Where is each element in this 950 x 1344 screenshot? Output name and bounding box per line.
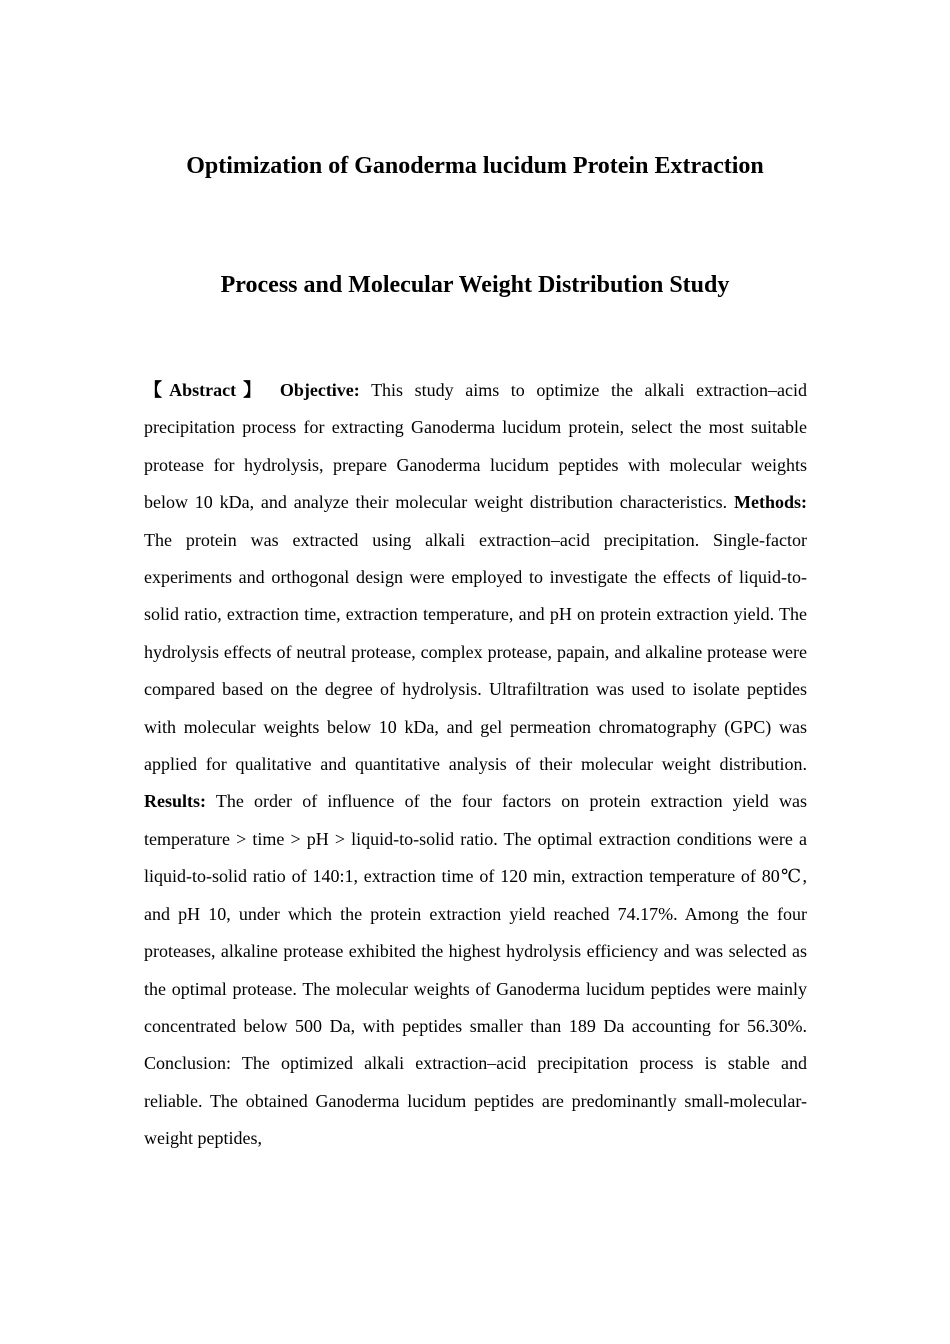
conclusion-text: Conclusion: The optimized alkali extraction–acid precipitation process is stable and reliable. The obtained Ganoderma lucidum peptides are predominantly small-molecular-weight peptides, <box>144 1053 807 1149</box>
paper-title-line-2: Process and Molecular Weight Distribution Study <box>220 272 730 298</box>
results-label: Results: <box>144 791 206 812</box>
methods-text: The protein was extracted using alkali extraction–acid precipitation. Single-factor experiments and orthogonal design were employed to investigate the effects of liquid-to-solid ratio, extraction time, extraction temperature, and pH on protein extraction yield. The hydrolysis effects of neutral protease, complex protease, papain, and alkaline protease were compared based on the degree of hydrolysis. Ultrafiltration was used to isolate peptides with molecular weights below 10 kDa, and gel permeation chromatography (GPC) was applied for qualitative and quantitative analysis of their molecular weight distribution. <box>144 529 807 775</box>
objective-text: This study aims to optimize the alkali extraction–acid precipitation process for extracting Ganoderma lucidum protein, select the most suitable protease for hydrolysis, prepare Ganoderma lucidum peptides with molecular weights below 10 kDa, and analyze their molecular weight distribution characteristics. <box>144 380 808 513</box>
results-text: The order of influence of the four factors on protein extraction yield was temperature > time > pH > liquid-to-solid ratio. The optimal extraction conditions were a liquid-to-solid ratio of 140:1, extraction time of 120 min, extraction temperature of 80℃, and pH 10, under which the protein extraction yield reached 74.17%. Among the four proteases, alkaline protease exhibited the highest hydrolysis efficiency and was selected as the optimal protease. The molecular weights of Ganoderma lucidum peptides were mainly concentrated below 500 Da, with peptides smaller than 189 Da accounting for 56.30%. <box>144 791 807 1036</box>
methods-label: Methods: <box>734 492 808 513</box>
abstract-paragraph <box>144 372 807 1158</box>
paper-title-line-1: Optimization of Ganoderma lucidum Protein Extraction <box>186 153 764 179</box>
objective-label: Objective: <box>279 380 360 400</box>
abstract-heading: 【Abstract】 <box>144 380 269 400</box>
